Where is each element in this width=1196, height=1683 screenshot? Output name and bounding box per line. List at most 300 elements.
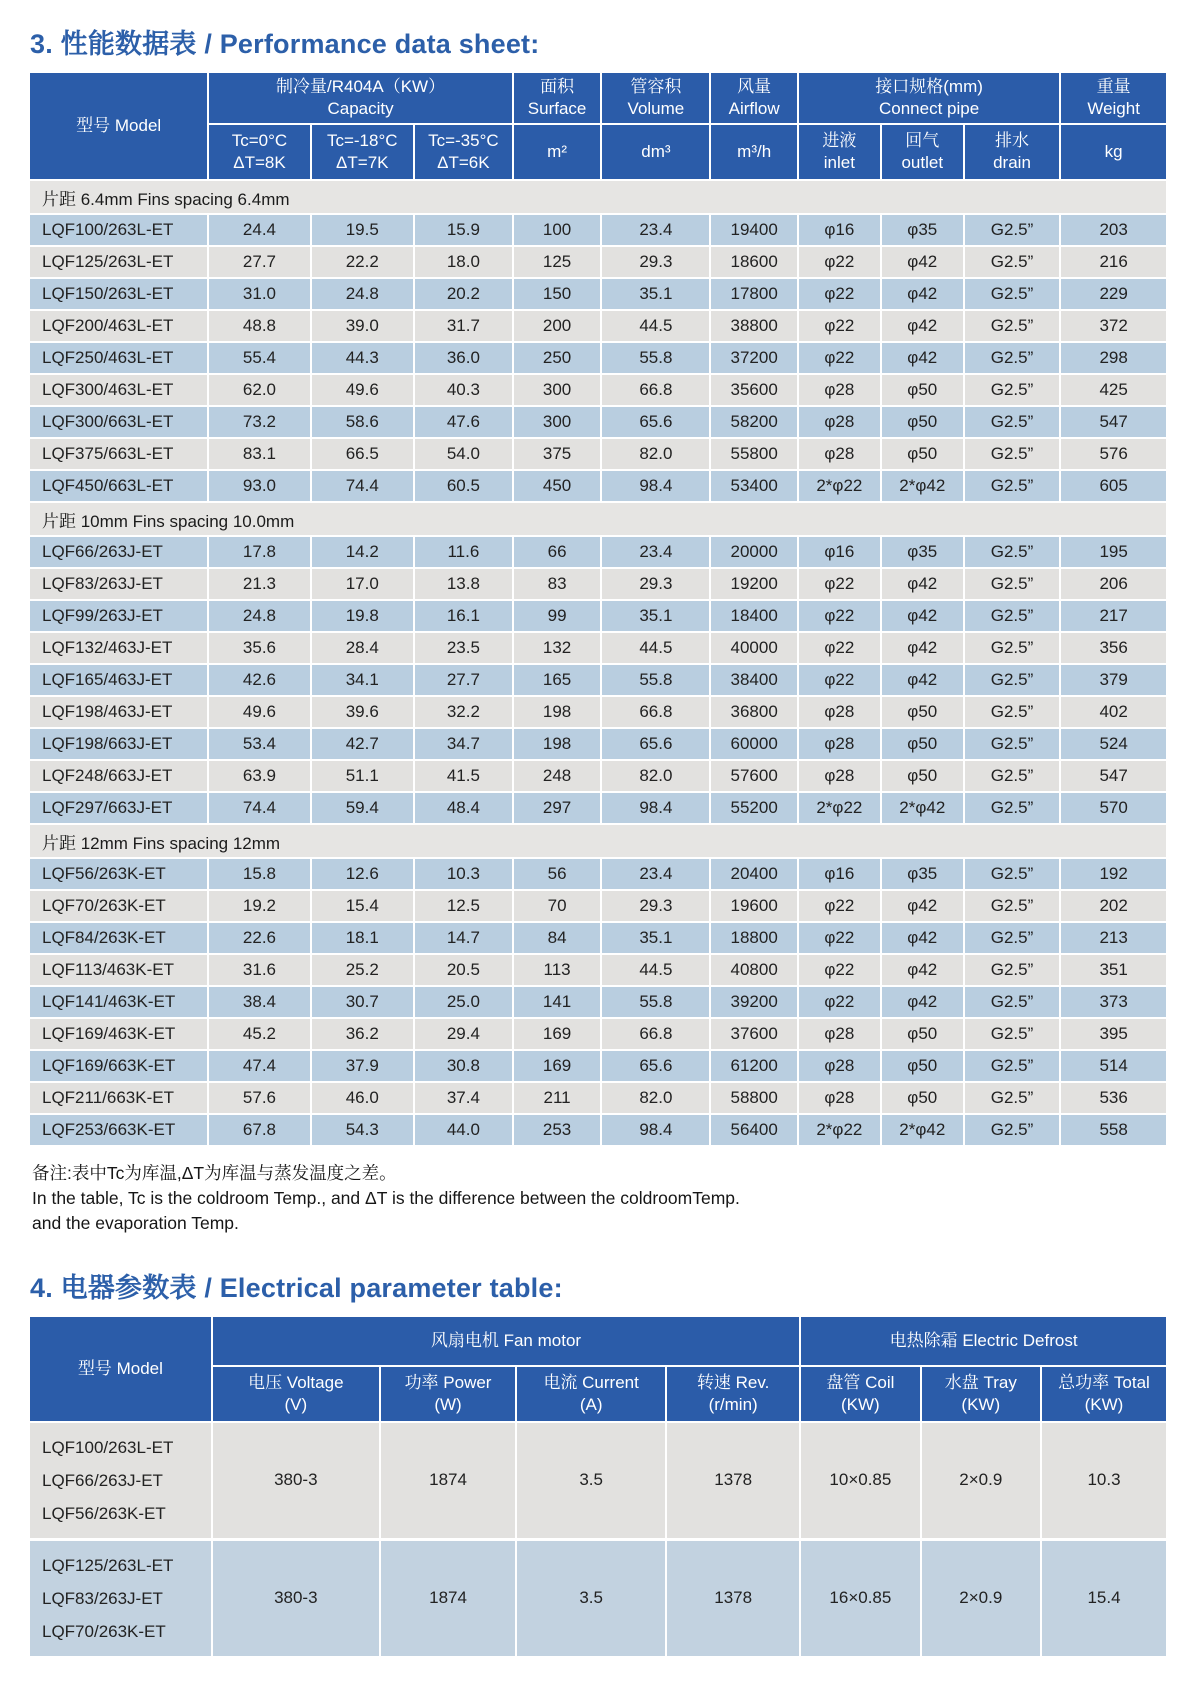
footnote [32, 1161, 1166, 1236]
model-cell: LQF100/263L-ET [30, 214, 208, 246]
model-cell: LQF141/463K-ET [30, 986, 208, 1018]
value-cell: 55.8 [601, 986, 710, 1018]
value-cell: φ28 [798, 438, 881, 470]
value-cell: 570 [1060, 792, 1166, 824]
model-cell: LQF169/663K-ET [30, 1050, 208, 1082]
value-cell: 217 [1060, 600, 1166, 632]
value-cell: 56400 [710, 1114, 797, 1146]
table-row [30, 470, 1166, 502]
value-cell: 35.1 [601, 278, 710, 310]
value-cell: 514 [1060, 1050, 1166, 1082]
value-cell: 57.6 [208, 1082, 310, 1114]
value-cell: 15.9 [414, 214, 513, 246]
value-cell: 29.3 [601, 890, 710, 922]
value-cell: 13.8 [414, 568, 513, 600]
value-cell: 141 [513, 986, 602, 1018]
surface-label-en: Surface [527, 99, 587, 119]
table-row [30, 792, 1166, 824]
value-cell: 20.2 [414, 278, 513, 310]
value-cell: 42.7 [311, 728, 414, 760]
table-row [30, 568, 1166, 600]
electrical-table-body [30, 1422, 1166, 1658]
table-row [30, 278, 1166, 310]
value-cell: φ35 [881, 214, 964, 246]
value-cell: 2×0.9 [921, 1422, 1041, 1540]
value-cell: 28.4 [311, 632, 414, 664]
table-row [30, 438, 1166, 470]
value-cell: 16.1 [414, 600, 513, 632]
value-cell: 20000 [710, 536, 797, 568]
footnote-line-cn: 备注:表中Tc为库温,ΔT为库温与蒸发温度之差。 [32, 1163, 397, 1184]
col-header-volume-unit: dm³ [601, 124, 710, 180]
value-cell: 36.0 [414, 342, 513, 374]
value-cell: φ42 [881, 342, 964, 374]
value-cell: 211 [513, 1082, 602, 1114]
table-row [30, 406, 1166, 438]
value-cell: 38800 [710, 310, 797, 342]
value-cell: φ42 [881, 986, 964, 1018]
value-cell: G2.5” [964, 310, 1061, 342]
col-header-tc0 [208, 124, 310, 180]
value-cell: φ42 [881, 664, 964, 696]
value-cell: 74.4 [208, 792, 310, 824]
value-cell: φ22 [798, 278, 881, 310]
value-cell: φ22 [798, 890, 881, 922]
fins-spacing-section-label: 片距 12mm Fins spacing 12mm [30, 824, 1166, 858]
value-cell: 40800 [710, 954, 797, 986]
value-cell: φ22 [798, 954, 881, 986]
col-header-surface [513, 73, 602, 124]
value-cell: G2.5” [964, 632, 1061, 664]
value-cell: 66.8 [601, 374, 710, 406]
value-cell: 356 [1060, 632, 1166, 664]
col-header-capacity [208, 73, 512, 124]
value-cell: 29.3 [601, 246, 710, 278]
value-cell: 29.3 [601, 568, 710, 600]
value-cell: 38.4 [208, 986, 310, 1018]
outlet-label-en: outlet [901, 153, 944, 173]
model-cell: LQF70/263K-ET [30, 890, 208, 922]
voltage-label: 电压 Voltage [248, 1372, 344, 1392]
value-cell: 2*φ22 [798, 470, 881, 502]
weight-label-en: Weight [1087, 99, 1140, 119]
model-cell: LQF66/263J-ET [30, 536, 208, 568]
model-cell: LQF169/463K-ET [30, 1018, 208, 1050]
value-cell: 524 [1060, 728, 1166, 760]
col-header-outlet [881, 124, 964, 180]
value-cell: 1874 [380, 1539, 516, 1657]
model-cell: LQF113/463K-ET [30, 954, 208, 986]
value-cell: 31.7 [414, 310, 513, 342]
value-cell: 23.4 [601, 858, 710, 890]
value-cell: φ42 [881, 600, 964, 632]
value-cell: 49.6 [208, 696, 310, 728]
electrical-table [30, 1317, 1166, 1659]
value-cell: 61200 [710, 1050, 797, 1082]
value-cell: 375 [513, 438, 602, 470]
value-cell: G2.5” [964, 1082, 1061, 1114]
value-cell: 82.0 [601, 438, 710, 470]
value-cell: 45.2 [208, 1018, 310, 1050]
col-header-connect-pipe [798, 73, 1060, 124]
value-cell: 24.4 [208, 214, 310, 246]
table-row [30, 374, 1166, 406]
value-cell: φ16 [798, 858, 881, 890]
value-cell: 165 [513, 664, 602, 696]
value-cell: 206 [1060, 568, 1166, 600]
current-unit: (A) [579, 1394, 603, 1414]
model-cell: LQF198/463J-ET [30, 696, 208, 728]
model-cell: LQF132/463J-ET [30, 632, 208, 664]
model-cell: LQF125/263L-ET [30, 246, 208, 278]
value-cell: 14.2 [311, 536, 414, 568]
value-cell: G2.5” [964, 696, 1061, 728]
airflow-label-cn: 风量 [737, 77, 772, 96]
value-cell: φ42 [881, 922, 964, 954]
model-cell: LQF250/463L-ET [30, 342, 208, 374]
rev-label: 转速 Rev. [696, 1372, 770, 1392]
value-cell: 66 [513, 536, 602, 568]
drain-label-cn: 排水 [995, 131, 1029, 151]
value-cell: G2.5” [964, 858, 1061, 890]
value-cell: 44.3 [311, 342, 414, 374]
model-cell: LQF84/263K-ET [30, 922, 208, 954]
value-cell: 17.0 [311, 568, 414, 600]
table-row [30, 664, 1166, 696]
value-cell: 213 [1060, 922, 1166, 954]
value-cell: 83.1 [208, 438, 310, 470]
value-cell: 380-3 [212, 1539, 380, 1657]
weight-label-cn: 重量 [1096, 77, 1131, 96]
value-cell: φ50 [881, 760, 964, 792]
value-cell: 66.8 [601, 1018, 710, 1050]
elec-col-header-total [1041, 1366, 1166, 1422]
value-cell: G2.5” [964, 438, 1061, 470]
value-cell: 12.6 [311, 858, 414, 890]
value-cell: 41.5 [414, 760, 513, 792]
value-cell: 576 [1060, 438, 1166, 470]
model-cell: LQF450/663L-ET [30, 470, 208, 502]
value-cell: 54.3 [311, 1114, 414, 1146]
value-cell: 192 [1060, 858, 1166, 890]
value-cell: 10.3 [414, 858, 513, 890]
value-cell: φ16 [798, 536, 881, 568]
value-cell: 30.7 [311, 986, 414, 1018]
current-label: 电流 Current [543, 1372, 639, 1392]
col-header-inlet [798, 124, 881, 180]
model-cell: LQF200/463L-ET [30, 310, 208, 342]
value-cell: 35.6 [208, 632, 310, 664]
value-cell: 380-3 [212, 1422, 380, 1540]
value-cell: G2.5” [964, 1018, 1061, 1050]
value-cell: 84 [513, 922, 602, 954]
value-cell: 21.3 [208, 568, 310, 600]
col-header-tc35 [414, 124, 513, 180]
value-cell: 200 [513, 310, 602, 342]
table-row [30, 600, 1166, 632]
value-cell: φ28 [798, 406, 881, 438]
value-cell: 39.6 [311, 696, 414, 728]
model-cell: LQF375/663L-ET [30, 438, 208, 470]
value-cell: 10×0.85 [800, 1422, 920, 1540]
value-cell: 351 [1060, 954, 1166, 986]
value-cell: G2.5” [964, 954, 1061, 986]
value-cell: 16×0.85 [800, 1539, 920, 1657]
model-cell: LQF100/263L-ET [42, 1437, 174, 1457]
value-cell: 425 [1060, 374, 1166, 406]
table-row [30, 986, 1166, 1018]
model-cell: LQF297/663J-ET [30, 792, 208, 824]
value-cell: 66.8 [601, 696, 710, 728]
value-cell: φ50 [881, 1082, 964, 1114]
value-cell: 19600 [710, 890, 797, 922]
value-cell: φ50 [881, 406, 964, 438]
value-cell: 605 [1060, 470, 1166, 502]
table-row [30, 890, 1166, 922]
col-header-tc18 [311, 124, 414, 180]
elec-col-header-model: 型号 Model [30, 1317, 212, 1422]
value-cell: 65.6 [601, 1050, 710, 1082]
value-cell: 25.2 [311, 954, 414, 986]
value-cell: 3.5 [516, 1539, 666, 1657]
value-cell: 34.1 [311, 664, 414, 696]
value-cell: 36.2 [311, 1018, 414, 1050]
value-cell: 23.5 [414, 632, 513, 664]
value-cell: 18400 [710, 600, 797, 632]
value-cell: 15.4 [311, 890, 414, 922]
value-cell: 125 [513, 246, 602, 278]
total-label: 总功率 Total [1058, 1372, 1150, 1392]
value-cell: 2*φ22 [798, 1114, 881, 1146]
table-row [30, 1050, 1166, 1082]
table-row [30, 632, 1166, 664]
value-cell: 73.2 [208, 406, 310, 438]
voltage-unit: (V) [284, 1394, 308, 1414]
value-cell: 65.6 [601, 406, 710, 438]
value-cell: 38400 [710, 664, 797, 696]
value-cell: 1378 [666, 1422, 800, 1540]
model-cell: LQF150/263L-ET [30, 278, 208, 310]
value-cell: 34.7 [414, 728, 513, 760]
elec-col-header-voltage [212, 1366, 380, 1422]
tc18-dt-label: ΔT=7K [336, 153, 389, 173]
value-cell: 17.8 [208, 536, 310, 568]
model-cell: LQF125/263L-ET [42, 1555, 174, 1575]
table-row [30, 246, 1166, 278]
value-cell: φ16 [798, 214, 881, 246]
value-cell: G2.5” [964, 1114, 1061, 1146]
value-cell: 93.0 [208, 470, 310, 502]
col-header-weight-unit: kg [1060, 124, 1166, 180]
value-cell: G2.5” [964, 728, 1061, 760]
electrical-table-title: 4. 电器参数表 / Electrical parameter table: [30, 1272, 563, 1303]
value-cell: 57600 [710, 760, 797, 792]
fins-spacing-section-row [30, 824, 1166, 858]
value-cell: 59.4 [311, 792, 414, 824]
value-cell: 83 [513, 568, 602, 600]
value-cell: φ22 [798, 664, 881, 696]
value-cell: 18800 [710, 922, 797, 954]
table-row [30, 954, 1166, 986]
value-cell: 19.5 [311, 214, 414, 246]
value-cell: φ22 [798, 632, 881, 664]
value-cell: 298 [1060, 342, 1166, 374]
value-cell: 98.4 [601, 470, 710, 502]
value-cell: 44.0 [414, 1114, 513, 1146]
value-cell: G2.5” [964, 600, 1061, 632]
value-cell: 23.4 [601, 214, 710, 246]
power-label: 功率 Power [404, 1372, 492, 1392]
value-cell: 58800 [710, 1082, 797, 1114]
drain-label-en: drain [993, 153, 1031, 173]
value-cell: 55.4 [208, 342, 310, 374]
value-cell: 98.4 [601, 1114, 710, 1146]
value-cell: 19400 [710, 214, 797, 246]
value-cell: 2*φ42 [881, 1114, 964, 1146]
value-cell: 39.0 [311, 310, 414, 342]
tc0-dt-label: ΔT=8K [233, 153, 286, 173]
table-row [30, 342, 1166, 374]
value-cell: G2.5” [964, 214, 1061, 246]
value-cell: 37.4 [414, 1082, 513, 1114]
value-cell: 203 [1060, 214, 1166, 246]
tc35-dt-label: ΔT=6K [437, 153, 490, 173]
model-cell: LQF165/463J-ET [30, 664, 208, 696]
value-cell: 297 [513, 792, 602, 824]
value-cell: φ42 [881, 632, 964, 664]
value-cell: G2.5” [964, 890, 1061, 922]
value-cell: 37200 [710, 342, 797, 374]
tc0-label: Tc=0°C [231, 131, 288, 151]
value-cell: 44.5 [601, 310, 710, 342]
elec-col-header-defrost: 电热除霜 Electric Defrost [800, 1317, 1166, 1366]
value-cell: 51.1 [311, 760, 414, 792]
value-cell: 395 [1060, 1018, 1166, 1050]
value-cell: φ22 [798, 342, 881, 374]
value-cell: φ28 [798, 760, 881, 792]
value-cell: 30.8 [414, 1050, 513, 1082]
col-header-airflow-unit: m³/h [710, 124, 797, 180]
model-cell: LQF66/263J-ET [42, 1470, 163, 1490]
coil-label: 盘管 Coil [826, 1372, 895, 1392]
electrical-group-row [30, 1422, 1166, 1540]
table-row [30, 728, 1166, 760]
value-cell: φ22 [798, 600, 881, 632]
model-cell: LQF253/663K-ET [30, 1114, 208, 1146]
value-cell: G2.5” [964, 568, 1061, 600]
model-cell: LQF56/263K-ET [42, 1503, 166, 1523]
table-row [30, 310, 1166, 342]
rev-unit: (r/min) [708, 1394, 758, 1414]
value-cell: G2.5” [964, 406, 1061, 438]
inlet-label-cn: 进液 [822, 131, 857, 151]
table-row [30, 1082, 1166, 1114]
col-header-model: 型号 Model [30, 73, 208, 180]
capacity-label-en: Capacity [327, 99, 394, 119]
value-cell: G2.5” [964, 922, 1061, 954]
value-cell: G2.5” [964, 792, 1061, 824]
elec-col-header-power [380, 1366, 516, 1422]
value-cell: 19.8 [311, 600, 414, 632]
capacity-label-cn: 制冷量/R404A（KW） [276, 77, 446, 96]
value-cell: 20400 [710, 858, 797, 890]
value-cell: 300 [513, 374, 602, 406]
total-unit: (KW) [1084, 1394, 1124, 1414]
value-cell: 22.6 [208, 922, 310, 954]
value-cell: φ22 [798, 246, 881, 278]
value-cell: 70 [513, 890, 602, 922]
value-cell: 27.7 [208, 246, 310, 278]
value-cell: 11.6 [414, 536, 513, 568]
value-cell: 202 [1060, 890, 1166, 922]
value-cell: 32.2 [414, 696, 513, 728]
elec-col-header-coil [800, 1366, 920, 1422]
connect-label-cn: 接口规格(mm) [875, 77, 983, 96]
value-cell: 48.8 [208, 310, 310, 342]
footnote-line-en1: In the table, Tc is the coldroom Temp., and ΔT is the difference between the coldroomTemp. [32, 1188, 740, 1209]
model-group-cell [30, 1422, 212, 1540]
value-cell: φ28 [798, 1082, 881, 1114]
coil-unit: (KW) [841, 1394, 880, 1414]
value-cell: 558 [1060, 1114, 1166, 1146]
model-cell: LQF99/263J-ET [30, 600, 208, 632]
value-cell: 14.7 [414, 922, 513, 954]
value-cell: 27.7 [414, 664, 513, 696]
value-cell: 46.0 [311, 1082, 414, 1114]
value-cell: 67.8 [208, 1114, 310, 1146]
model-group-cell [30, 1539, 212, 1657]
model-cell: LQF248/663J-ET [30, 760, 208, 792]
value-cell: 250 [513, 342, 602, 374]
surface-label-cn: 面积 [540, 77, 575, 96]
value-cell: 40000 [710, 632, 797, 664]
value-cell: 2*φ22 [798, 792, 881, 824]
value-cell: 198 [513, 696, 602, 728]
value-cell: 31.6 [208, 954, 310, 986]
value-cell: 372 [1060, 310, 1166, 342]
airflow-label-en: Airflow [728, 99, 780, 119]
value-cell: 24.8 [311, 278, 414, 310]
value-cell: 25.0 [414, 986, 513, 1018]
value-cell: φ35 [881, 858, 964, 890]
table-row [30, 858, 1166, 890]
value-cell: 82.0 [601, 1082, 710, 1114]
value-cell: φ42 [881, 310, 964, 342]
value-cell: 2×0.9 [921, 1539, 1041, 1657]
value-cell: 300 [513, 406, 602, 438]
value-cell: 55.8 [601, 664, 710, 696]
value-cell: φ50 [881, 728, 964, 760]
fins-spacing-section-label: 片距 10mm Fins spacing 10.0mm [30, 502, 1166, 536]
value-cell: 56 [513, 858, 602, 890]
value-cell: 99 [513, 600, 602, 632]
fins-spacing-section-row [30, 502, 1166, 536]
performance-sheet-title: 3. 性能数据表 / Performance data sheet: [30, 29, 540, 59]
value-cell: 113 [513, 954, 602, 986]
value-cell: φ42 [881, 954, 964, 986]
value-cell: φ28 [798, 728, 881, 760]
model-cell: LQF70/263K-ET [42, 1621, 166, 1641]
value-cell: 48.4 [414, 792, 513, 824]
value-cell: 60000 [710, 728, 797, 760]
tc18-label: Tc=-18°C [326, 131, 398, 151]
value-cell: 195 [1060, 536, 1166, 568]
electrical-group-row [30, 1539, 1166, 1657]
connect-label-en: Connect pipe [878, 99, 980, 119]
value-cell: G2.5” [964, 664, 1061, 696]
value-cell: 18.1 [311, 922, 414, 954]
value-cell: 74.4 [311, 470, 414, 502]
